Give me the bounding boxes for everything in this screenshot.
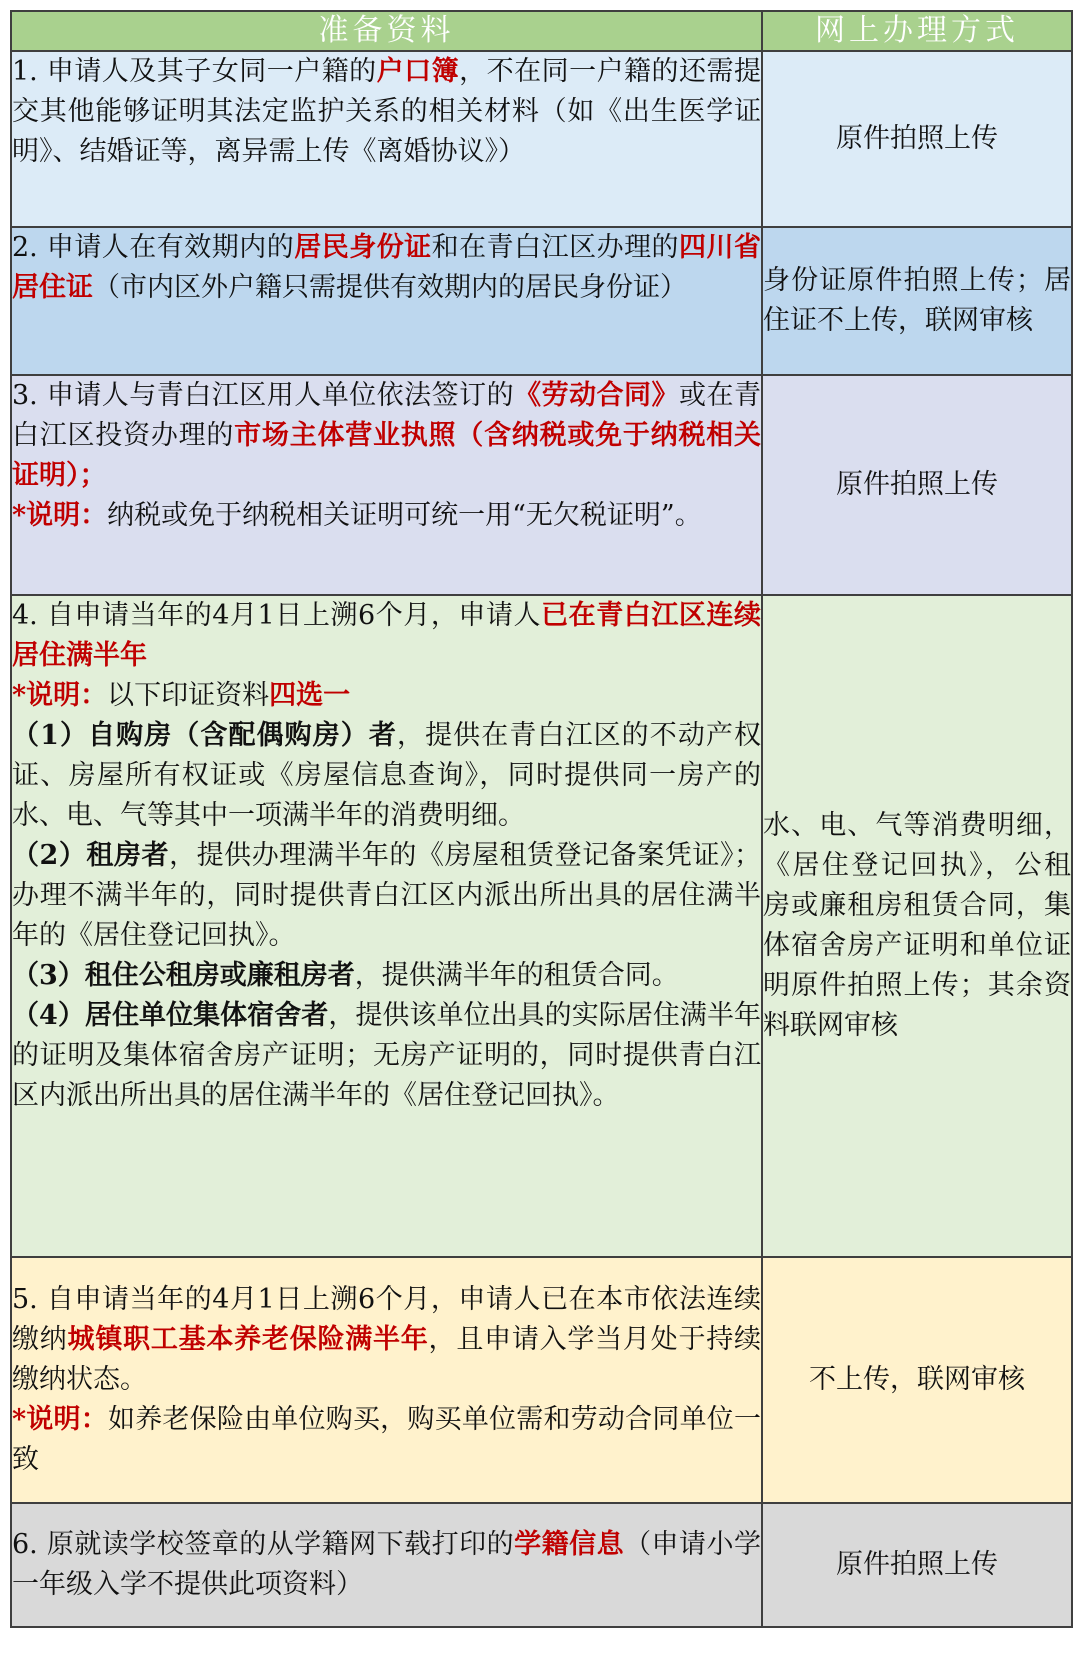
highlight-text: 户口簿 [376, 56, 460, 87]
material-cell [11, 595, 762, 1257]
method-cell: 原件拍照上传 [762, 375, 1072, 595]
table-row [11, 1257, 1072, 1503]
text: ，不在同一户籍的还需提交其他能够证明其法定监护关系的相关材料（如《出生医学证明》、结婚证等，离异需上传《离婚协议》） [12, 56, 762, 167]
text: 1. 申请人及其子女同一户籍的 [12, 56, 377, 87]
text: 4. 自申请当年的4月1日上溯6个月，申请人 [12, 600, 542, 631]
option-1-head: （1）自购房（含配偶购房）者 [12, 720, 397, 751]
method-cell: 身份证原件拍照上传；居住证不上传，联网审核 [762, 227, 1072, 375]
highlight-text: 已在青白江区连续居住满半年 [12, 600, 761, 671]
highlight-text: 居民身份证 [294, 232, 432, 263]
table-row [11, 51, 1072, 227]
text: （市内区外户籍只需提供有效期内的居民身份证） [93, 272, 687, 303]
material-cell [11, 1257, 762, 1503]
method-cell: 原件拍照上传 [762, 51, 1072, 227]
header-online-method: 网上办理方式 [762, 11, 1072, 51]
option-2-text: ，提供办理满半年的《房屋租赁登记备案凭证》；办理不满半年的，同时提供青白江区内派出所出具的居住满半年的《居住登记回执》。 [12, 840, 761, 951]
text: 或在青白江区投资办理的 [12, 380, 762, 451]
header-materials: 准备资料 [11, 11, 762, 51]
text: （申请小学一年级入学不提供此项资料） [12, 1529, 762, 1600]
material-cell [11, 1503, 762, 1627]
material-cell [11, 227, 762, 375]
option-4-text: ，提供该单位出具的实际居住满半年的证明及集体宿舍房产证明；无房产证明的，同时提供青白江区内派出所出具的居住满半年的《居住登记回执》。 [12, 1000, 761, 1111]
table-row [11, 375, 1072, 595]
option-4-head: （4）居住单位集体宿舍者 [12, 1000, 329, 1031]
method-cell: 水、电、气等消费明细，《居住登记回执》，公租房或廉租房租赁合同，集体宿舍房产证明和单位证明原件拍照上传；其余资料联网审核 [762, 595, 1072, 1257]
materials-table [10, 10, 1073, 1628]
note-label: *说明： [12, 1404, 108, 1435]
text: 2. 申请人在有效期内的 [12, 232, 295, 263]
option-3-text: ，提供满半年的租赁合同。 [354, 960, 679, 991]
material-cell [11, 375, 762, 595]
table-header-row [11, 11, 1072, 51]
note-text: 以下印证资料 [107, 680, 270, 711]
highlight-text: 城镇职工基本养老保险满半年 [67, 1324, 429, 1355]
highlight-text: 四川省居住证 [12, 232, 762, 303]
text: ，且申请入学当月处于持续缴纳状态。 [12, 1324, 762, 1395]
option-1-text: ，提供在青白江区的不动产权证、房屋所有权证或《房屋信息查询》，同时提供同一房产的水、电、气等其中一项满半年的消费明细。 [12, 720, 762, 831]
option-2-head: （2）租房者 [12, 840, 170, 871]
option-3-head: （3）租住公租房或廉租房者 [12, 960, 355, 991]
table-row [11, 227, 1072, 375]
highlight-text: 学籍信息 [514, 1529, 625, 1560]
note-text: 纳税或免于纳税相关证明可统一用“无欠税证明”。 [107, 500, 702, 531]
text: 3. 申请人与青白江区用人单位依法签订的 [12, 380, 515, 411]
note-text: 如养老保险由单位购买，购买单位需和劳动合同单位一致 [12, 1404, 762, 1475]
text: 5. 自申请当年的4月1日上溯6个月，申请人已在本市依法连续缴纳 [12, 1284, 761, 1355]
material-cell [11, 51, 762, 227]
text: 和在青白江区办理的 [431, 232, 680, 263]
text: 6. 原就读学校签章的从学籍网下载打印的 [12, 1529, 515, 1560]
table-row [11, 595, 1072, 1257]
table-row [11, 1503, 1072, 1627]
highlight-text: 市场主体营业执照（含纳税或免于纳税相关证明）； [12, 420, 762, 491]
method-cell: 不上传，联网审核 [762, 1257, 1072, 1503]
note-label: *说明： [12, 680, 108, 711]
note-label: *说明： [12, 500, 108, 531]
highlight-text: 《劳动合同》 [514, 380, 680, 411]
method-cell: 原件拍照上传 [762, 1503, 1072, 1627]
highlight-text: 四选一 [269, 680, 351, 711]
